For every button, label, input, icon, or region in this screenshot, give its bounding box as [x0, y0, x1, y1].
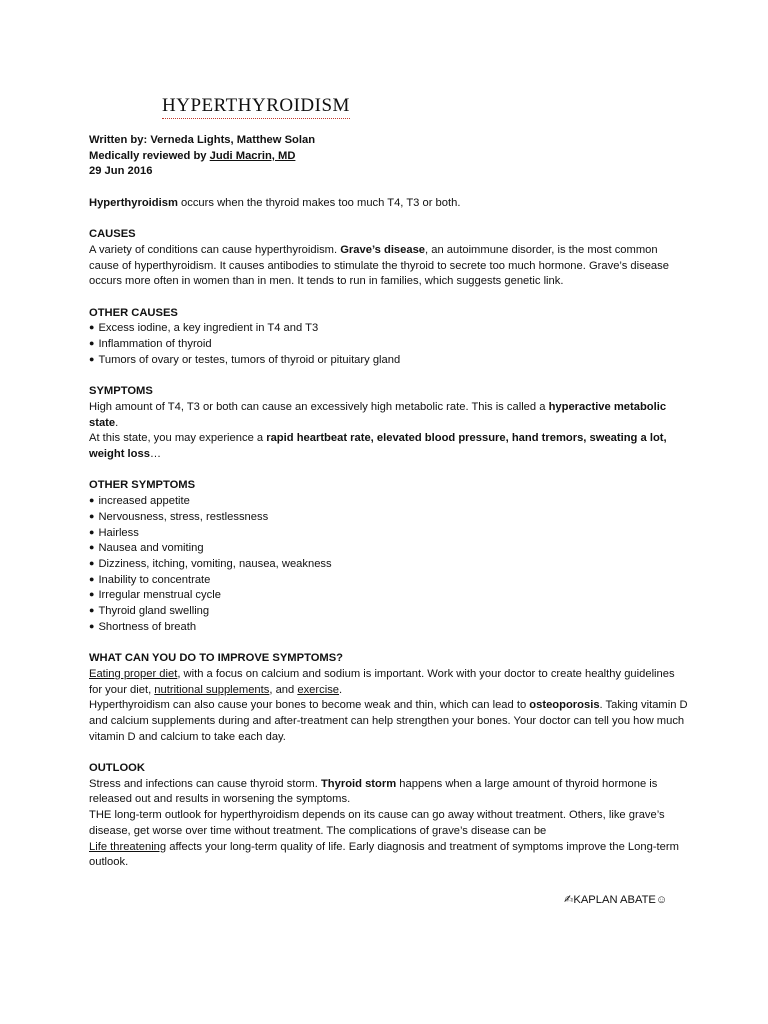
list-item: ● increased appetite: [89, 494, 689, 510]
other-symptoms-list: [89, 494, 689, 635]
causes-bold-graves: Grave’s disease: [340, 243, 426, 256]
causes-text-1: A variety of conditions can cause hyperthyroidism.: [89, 243, 341, 256]
list-item: ● Shortness of breath: [89, 620, 689, 636]
document-title: HYPERTHYROIDISM: [162, 95, 350, 119]
outlook-text-1: Stress and infections can cause thyroid storm.: [89, 777, 321, 790]
reviewed-by: [89, 149, 689, 165]
intro-term: Hyperthyroidism: [89, 196, 178, 209]
eating-proper-diet-link[interactable]: Eating proper diet: [89, 667, 178, 680]
list-item: ● Dizziness, itching, vomiting, nausea, weakness: [89, 557, 689, 573]
symptoms-text-2: .: [115, 416, 119, 429]
list-item: ● Nervousness, stress, restlessness: [89, 510, 689, 526]
causes-paragraph: [89, 243, 689, 290]
list-item: ● Thyroid gland swelling: [89, 604, 689, 620]
list-item: ● Inability to concentrate: [89, 573, 689, 589]
list-item: ● Hairless: [89, 526, 689, 542]
improve-text-3: .: [339, 683, 343, 696]
improve-text-2: , and: [269, 683, 298, 696]
symptoms-paragraph-2: [89, 431, 689, 462]
improve-text-5: . Taking vitamin D and calcium supplements during and after-treatment can help strengthen your bones. Your doctor can tell you how much vitamin D and calcium to take each day.: [89, 699, 688, 743]
symptoms-heading: SYMPTOMS: [89, 385, 153, 398]
signature: [564, 893, 667, 909]
outlook-text-2: happens when a large amount of thyroid hormone is released out and results in worsening the symptoms.: [89, 777, 658, 806]
other-causes-list: [89, 321, 689, 368]
intro-text: occurs when the thyroid makes too much T4, T3 or both.: [177, 196, 461, 209]
publish-date: 29 Jun 2016: [89, 165, 153, 178]
osteoporosis-bold: osteoporosis: [529, 699, 600, 712]
list-item: ● Tumors of ovary or testes, tumors of thyroid or pituitary gland: [89, 353, 689, 369]
authors: Written by: Verneda Lights, Matthew Solan: [89, 134, 316, 146]
list-item: ● Irregular menstrual cycle: [89, 588, 689, 604]
smiley-icon: ☺: [655, 894, 668, 906]
life-threatening-link[interactable]: Life threatening: [89, 840, 167, 853]
improve-text-1: , with a focus on calcium and sodium is important. Work with your doctor to create healthy guidelines for your diet,: [89, 667, 675, 696]
improve-heading: WHAT CAN YOU DO TO IMPROVE SYMPTOMS?: [89, 652, 344, 665]
causes-text-2: , an autoimmune disorder, is the most common cause of hyperthyroidism. It causes antibodies to stimulate the thyroid to secrete too much hormone. Grave’s disease occurs more often in women than in men. It tends to run in families, which suggests genetic link.: [89, 243, 669, 288]
intro-paragraph: [89, 196, 689, 212]
writing-hand-icon: ✍: [564, 894, 574, 906]
reviewer-link[interactable]: Judi Macrin, MD: [209, 149, 296, 162]
list-item: ● Excess iodine, a key ingredient in T4 and T3: [89, 321, 689, 337]
exercise-link[interactable]: exercise: [297, 683, 340, 696]
symptoms-text-3: At this state, you may experience a: [89, 432, 267, 445]
thyroid-storm-bold: Thyroid storm: [320, 777, 397, 790]
symptoms-bold-2: rapid heartbeat rate, elevated blood pressure, hand tremors, sweating a lot, weight loss: [89, 432, 667, 460]
symptoms-text-1: High amount of T4, T3 or both can cause an excessively high metabolic rate. This is called a: [89, 400, 549, 413]
document-body: [89, 95, 689, 871]
symptoms-paragraph-1: [89, 400, 689, 431]
outlook-heading: OUTLOOK: [89, 762, 145, 775]
other-causes-heading: OTHER CAUSES: [89, 306, 178, 319]
signature-name: KAPLAN ABATE: [573, 894, 656, 906]
outlook-paragraph-2: THE long-term outlook for hyperthyroidism depends on its cause can go away without treatment. Others, like grave’s disease, get worse over time without treatment. The complications of grave’s disease can be: [89, 809, 665, 837]
outlook-paragraph-1: [89, 777, 689, 808]
symptoms-bold-1: hyperactive metabolic state: [89, 400, 667, 429]
list-item: ● Nausea and vomiting: [89, 541, 689, 557]
improve-text-4: Hyperthyroidism can also cause your bones to become weak and thin, which can lead to: [89, 699, 530, 712]
byline: [89, 133, 689, 180]
other-symptoms-heading: OTHER SYMPTOMS: [89, 479, 196, 492]
list-item: ● Inflammation of thyroid: [89, 337, 689, 353]
improve-paragraph-2: [89, 698, 689, 745]
outlook-text-4: affects your long-term quality of life. Early diagnosis and treatment of symptoms improve the Long-term outlook.: [89, 840, 679, 869]
improve-paragraph-1: [89, 667, 689, 698]
outlook-paragraph-3: [89, 840, 689, 871]
reviewed-prefix: Medically reviewed by: [89, 149, 210, 162]
symptoms-text-4: …: [149, 448, 162, 460]
nutritional-supplements-link[interactable]: nutritional supplements: [154, 683, 270, 696]
causes-heading: CAUSES: [89, 228, 136, 241]
